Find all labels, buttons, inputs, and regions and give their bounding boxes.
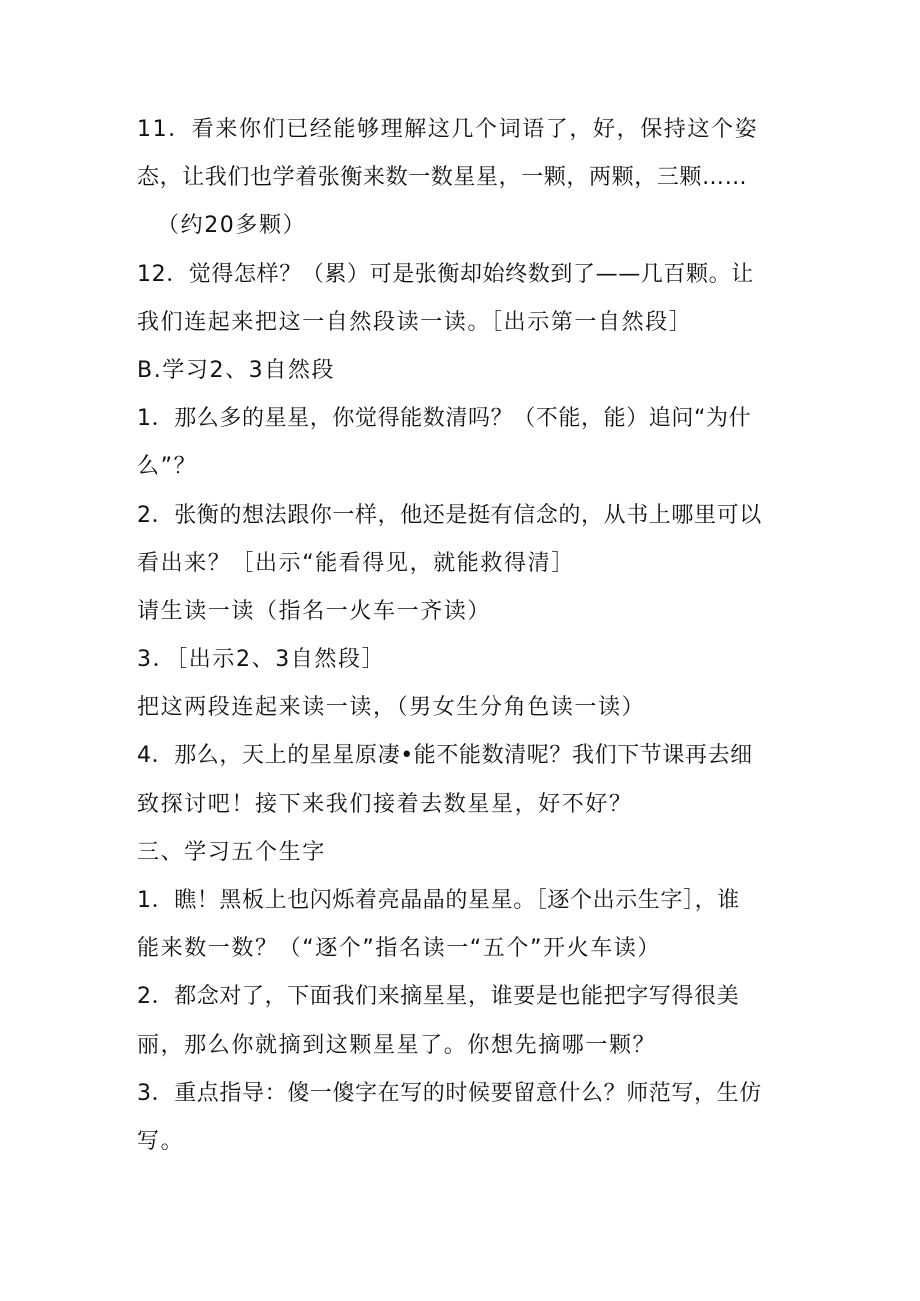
text-line: 致探讨吧！接下来我们接着去数星星，好不好？ — [137, 791, 633, 817]
text-line: 写。 — [137, 1128, 185, 1154]
section-heading: 三、学习五个生字 — [137, 839, 326, 865]
section-heading: B.学习2、3自然段 — [137, 357, 336, 383]
text-line: 1．那么多的星星，你觉得能数清吗？（不能，能）追问“为什 — [137, 406, 752, 432]
text-line: 态，让我们也学着张衡来数一数星星，一颗，两颗，三颗…… — [137, 165, 748, 191]
text-line: 2．张衡的想法跟你一样，他还是挺有信念的，从书上哪里可以 — [137, 502, 762, 528]
text-line: 能来数一数？（“逐个”指名读一“五个”开火车读） — [137, 936, 661, 962]
text-line: 把这两段连起来读一读，（男女生分角色读一读） — [137, 695, 646, 721]
text-line: 12．觉得怎样？（累）可是张衡却始终数到了——几百颗。让 — [137, 261, 754, 287]
text-line: 么”？ — [137, 454, 198, 480]
text-line: 1．瞧！黑板上也闪烁着亮晶晶的星星。［逐个出示生字］，谁 — [137, 888, 740, 913]
text-line: 11．看来你们已经能够理解这几个词语了，好，保持这个姿 — [137, 117, 759, 142]
text-line: 请生读一读（指名一火车一齐读） — [137, 598, 492, 624]
text-line: 3．［出示2、3自然段］ — [137, 647, 386, 673]
text-line: 4．那么，天上的星星原凄•能不能数清呢？我们下节课再去细 — [137, 743, 753, 769]
text-line: 丽，那么你就摘到这颗星星了。你想先摘哪一颗？ — [137, 1032, 657, 1058]
document-page — [137, 106, 787, 1166]
text-line: 看出来？［出示“能看得见，就能救得清］ — [137, 550, 575, 576]
text-line: 我们连起来把这一自然段读一读。［出示第一自然段］ — [137, 309, 693, 335]
text-line: 2．都念对了，下面我们来摘星星，谁要是也能把字写得很美 — [137, 984, 740, 1010]
text-line: （约20多颗） — [157, 213, 307, 239]
text-line: 3．重点指导：傻一傻字在写的时候要留意什么？师范写，生仿 — [137, 1080, 762, 1106]
